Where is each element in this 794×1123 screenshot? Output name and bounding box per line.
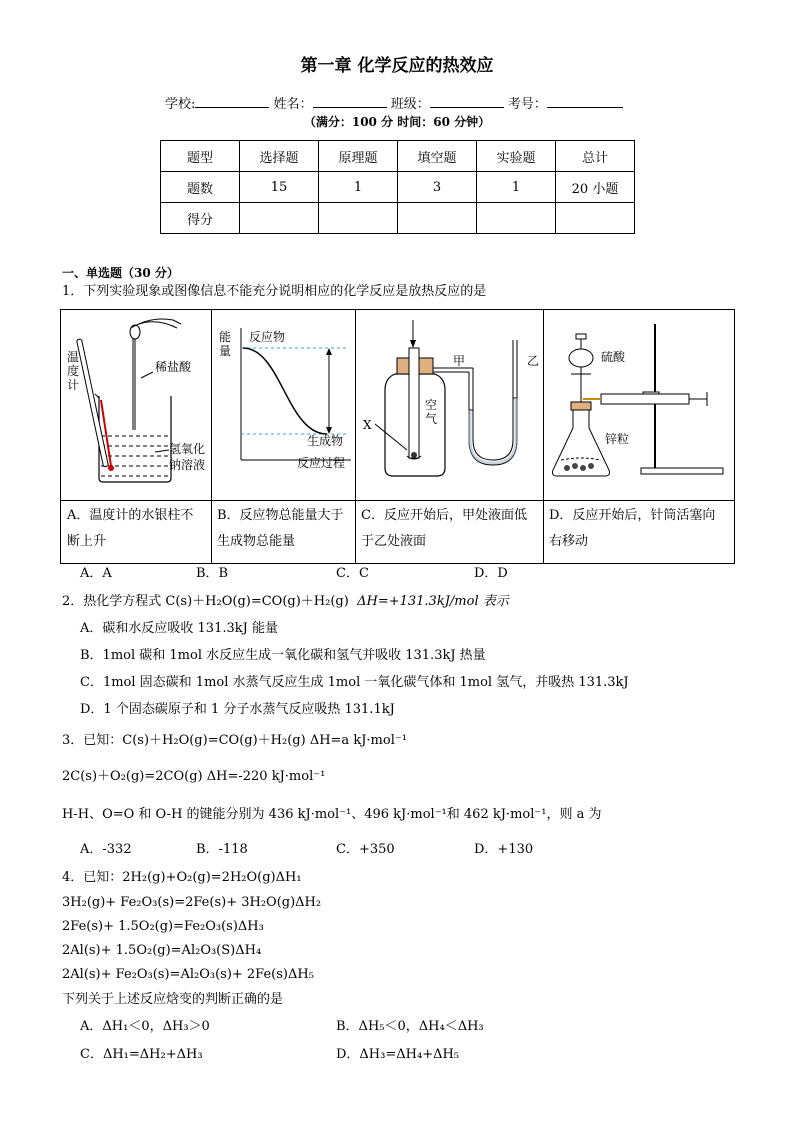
caption-b: B．反应物总能量大于生成物总能量 [211,500,355,563]
q4-eq-3: 2Fe(s)+ 1.5O₂(g)=Fe₂O₃(s)ΔH₃ [62,919,264,934]
table-cell: 1 [319,172,398,203]
q3-option-d[interactable]: D．+130 [474,842,534,857]
table-header: 总计 [556,141,635,172]
score-cell[interactable] [398,203,477,234]
q3-option-a[interactable]: A．-332 [80,842,132,857]
air-label: 空气 [425,398,438,426]
thermometer-label: 温度计 [67,350,80,392]
section-heading: 一、单选题（30 分） [62,266,179,280]
row-label: 得分 [161,203,240,234]
q4-option-d[interactable]: D．ΔH₃=ΔH₄+ΔH₅ [336,1047,460,1062]
q2-option-a[interactable]: A．碳和水反应吸收 131.3kJ 能量 [80,621,278,636]
score-cell[interactable] [319,203,398,234]
name-label: 姓名： [273,97,313,112]
figure-c [355,310,544,563]
score-cell[interactable] [556,203,635,234]
yi-label: 乙 [527,354,540,368]
q2-stem [62,594,509,610]
q4-eq-2: 3H₂(g)+ Fe₂O₃(s)=2Fe(s)+ 3H₂O(g)ΔH₂ [62,895,322,910]
exam-meta: （满分：100 分 时间：60 分钟） [303,115,491,129]
x-label: X [363,418,372,432]
q3-line-2: 2C(s)＋O₂(g)=2CO(g) ΔH=-220 kJ·mol⁻¹ [62,769,326,784]
q3-option-c[interactable]: C．+350 [336,842,395,857]
score-cell[interactable] [240,203,319,234]
flask-syringe-apparatus [543,310,734,500]
q4-option-a[interactable]: A．ΔH₁＜0，ΔH₃＞0 [80,1019,210,1034]
table-header: 选择题 [240,141,319,172]
figure-d [543,310,734,563]
q3-line-3: H-H、O=O 和 O-H 的键能分别为 436 kJ·mol⁻¹、496 kJ·mol⁻¹和 462 kJ·mol⁻¹，则 a 为 [62,807,602,822]
q2-delta-h: ΔH=+131.3kJ/mol 表示 [357,594,509,609]
q1-stem: 1．下列实验现象或图像信息不能充分说明相应的化学反应是放热反应的是 [62,284,487,299]
school-label: 学校: [165,97,196,112]
table-header: 实验题 [477,141,556,172]
zinc-label: 锌粒 [605,432,630,446]
exam-no-label: 考号： [507,97,547,112]
energy-axis-label: 能量 [219,330,232,358]
q4-eq-5: 2Al(s)+ Fe₂O₃(s)=Al₂O₃(s)+ 2Fe(s)ΔH₅ [62,967,314,982]
figure-a [61,310,212,563]
table-header: 填空题 [398,141,477,172]
q1-option-c[interactable]: C．C [336,566,369,581]
q3-option-b[interactable]: B．-118 [196,842,248,857]
reactants-label: 反应物 [249,330,286,344]
caption-d: D．反应开始后，针筒活塞向右移动 [543,500,734,563]
jia-label: 甲 [453,354,466,368]
q3-line-1: 3．已知：C(s)＋H₂O(g)=CO(g)＋H₂(g) ΔH=a kJ·mol⁻¹ [62,733,407,748]
class-blank[interactable] [430,95,504,108]
u-tube-apparatus [355,310,543,500]
score-cell[interactable] [477,203,556,234]
q2-option-b[interactable]: B．1mol 碳和 1mol 水反应生成一氧化碳和氢气并吸收 131.3kJ 热量 [80,648,486,663]
process-axis-label: 反应过程 [297,456,346,470]
caption-c: C．反应开始后，甲处液面低于乙处液面 [355,500,543,563]
name-blank[interactable] [313,95,387,108]
base-label-2: 钠溶液 [169,458,206,472]
q2-equation: C(s)＋H₂O(g)=CO(g)＋H₂(g) [165,594,349,609]
q4-option-c[interactable]: C．ΔH₁=ΔH₂+ΔH₃ [80,1047,203,1062]
class-label: 班级： [390,97,430,112]
q4-eq-4: 2Al(s)+ 1.5O₂(g)=Al₂O₃(S)ΔH₄ [62,943,262,958]
q2-option-c[interactable]: C．1mol 固态碳和 1mol 水蒸气反应生成 1mol 一氧化碳气体和 1mol 氢气，并吸热 131.3kJ [80,675,629,690]
table-cell: 20 小题 [556,172,635,203]
q1-option-d[interactable]: D．D [474,566,508,581]
table-cell: 1 [477,172,556,203]
table-cell: 3 [398,172,477,203]
q4-question: 下列关于上述反应焓变的判断正确的是 [62,992,284,1007]
q4-option-b[interactable]: B．ΔH₅＜0，ΔH₄＜ΔH₃ [336,1019,484,1034]
page-title: 第一章 化学反应的热效应 [300,56,494,76]
base-label-1: 氢氧化 [169,442,206,456]
sulfuric-acid-label: 硫酸 [601,350,626,364]
student-info-line [165,95,623,113]
table-header: 原理题 [319,141,398,172]
school-blank[interactable] [195,95,269,108]
q2-stem-prefix: 2．热化学方程式 [62,594,166,609]
table-cell: 15 [240,172,319,203]
exam-no-blank[interactable] [547,95,623,108]
caption-a: A．温度计的水银柱不断上升 [61,500,211,563]
products-label: 生成物 [307,434,344,448]
table-header: 题型 [161,141,240,172]
q1-option-a[interactable]: A．A [80,566,112,581]
q1-option-b[interactable]: B．B [196,566,229,581]
row-label: 题数 [161,172,240,203]
acid-label: 稀盐酸 [155,360,192,374]
q4-intro: 4．已知：2H₂(g)+O₂(g)=2H₂O(g)ΔH₁ [62,870,302,885]
score-table [160,140,635,234]
q1-figure-grid [60,309,735,564]
q2-option-d[interactable]: D．1 个固态碳原子和 1 分子水蒸气反应吸热 131.1kJ [80,702,395,717]
figure-b [211,310,356,563]
